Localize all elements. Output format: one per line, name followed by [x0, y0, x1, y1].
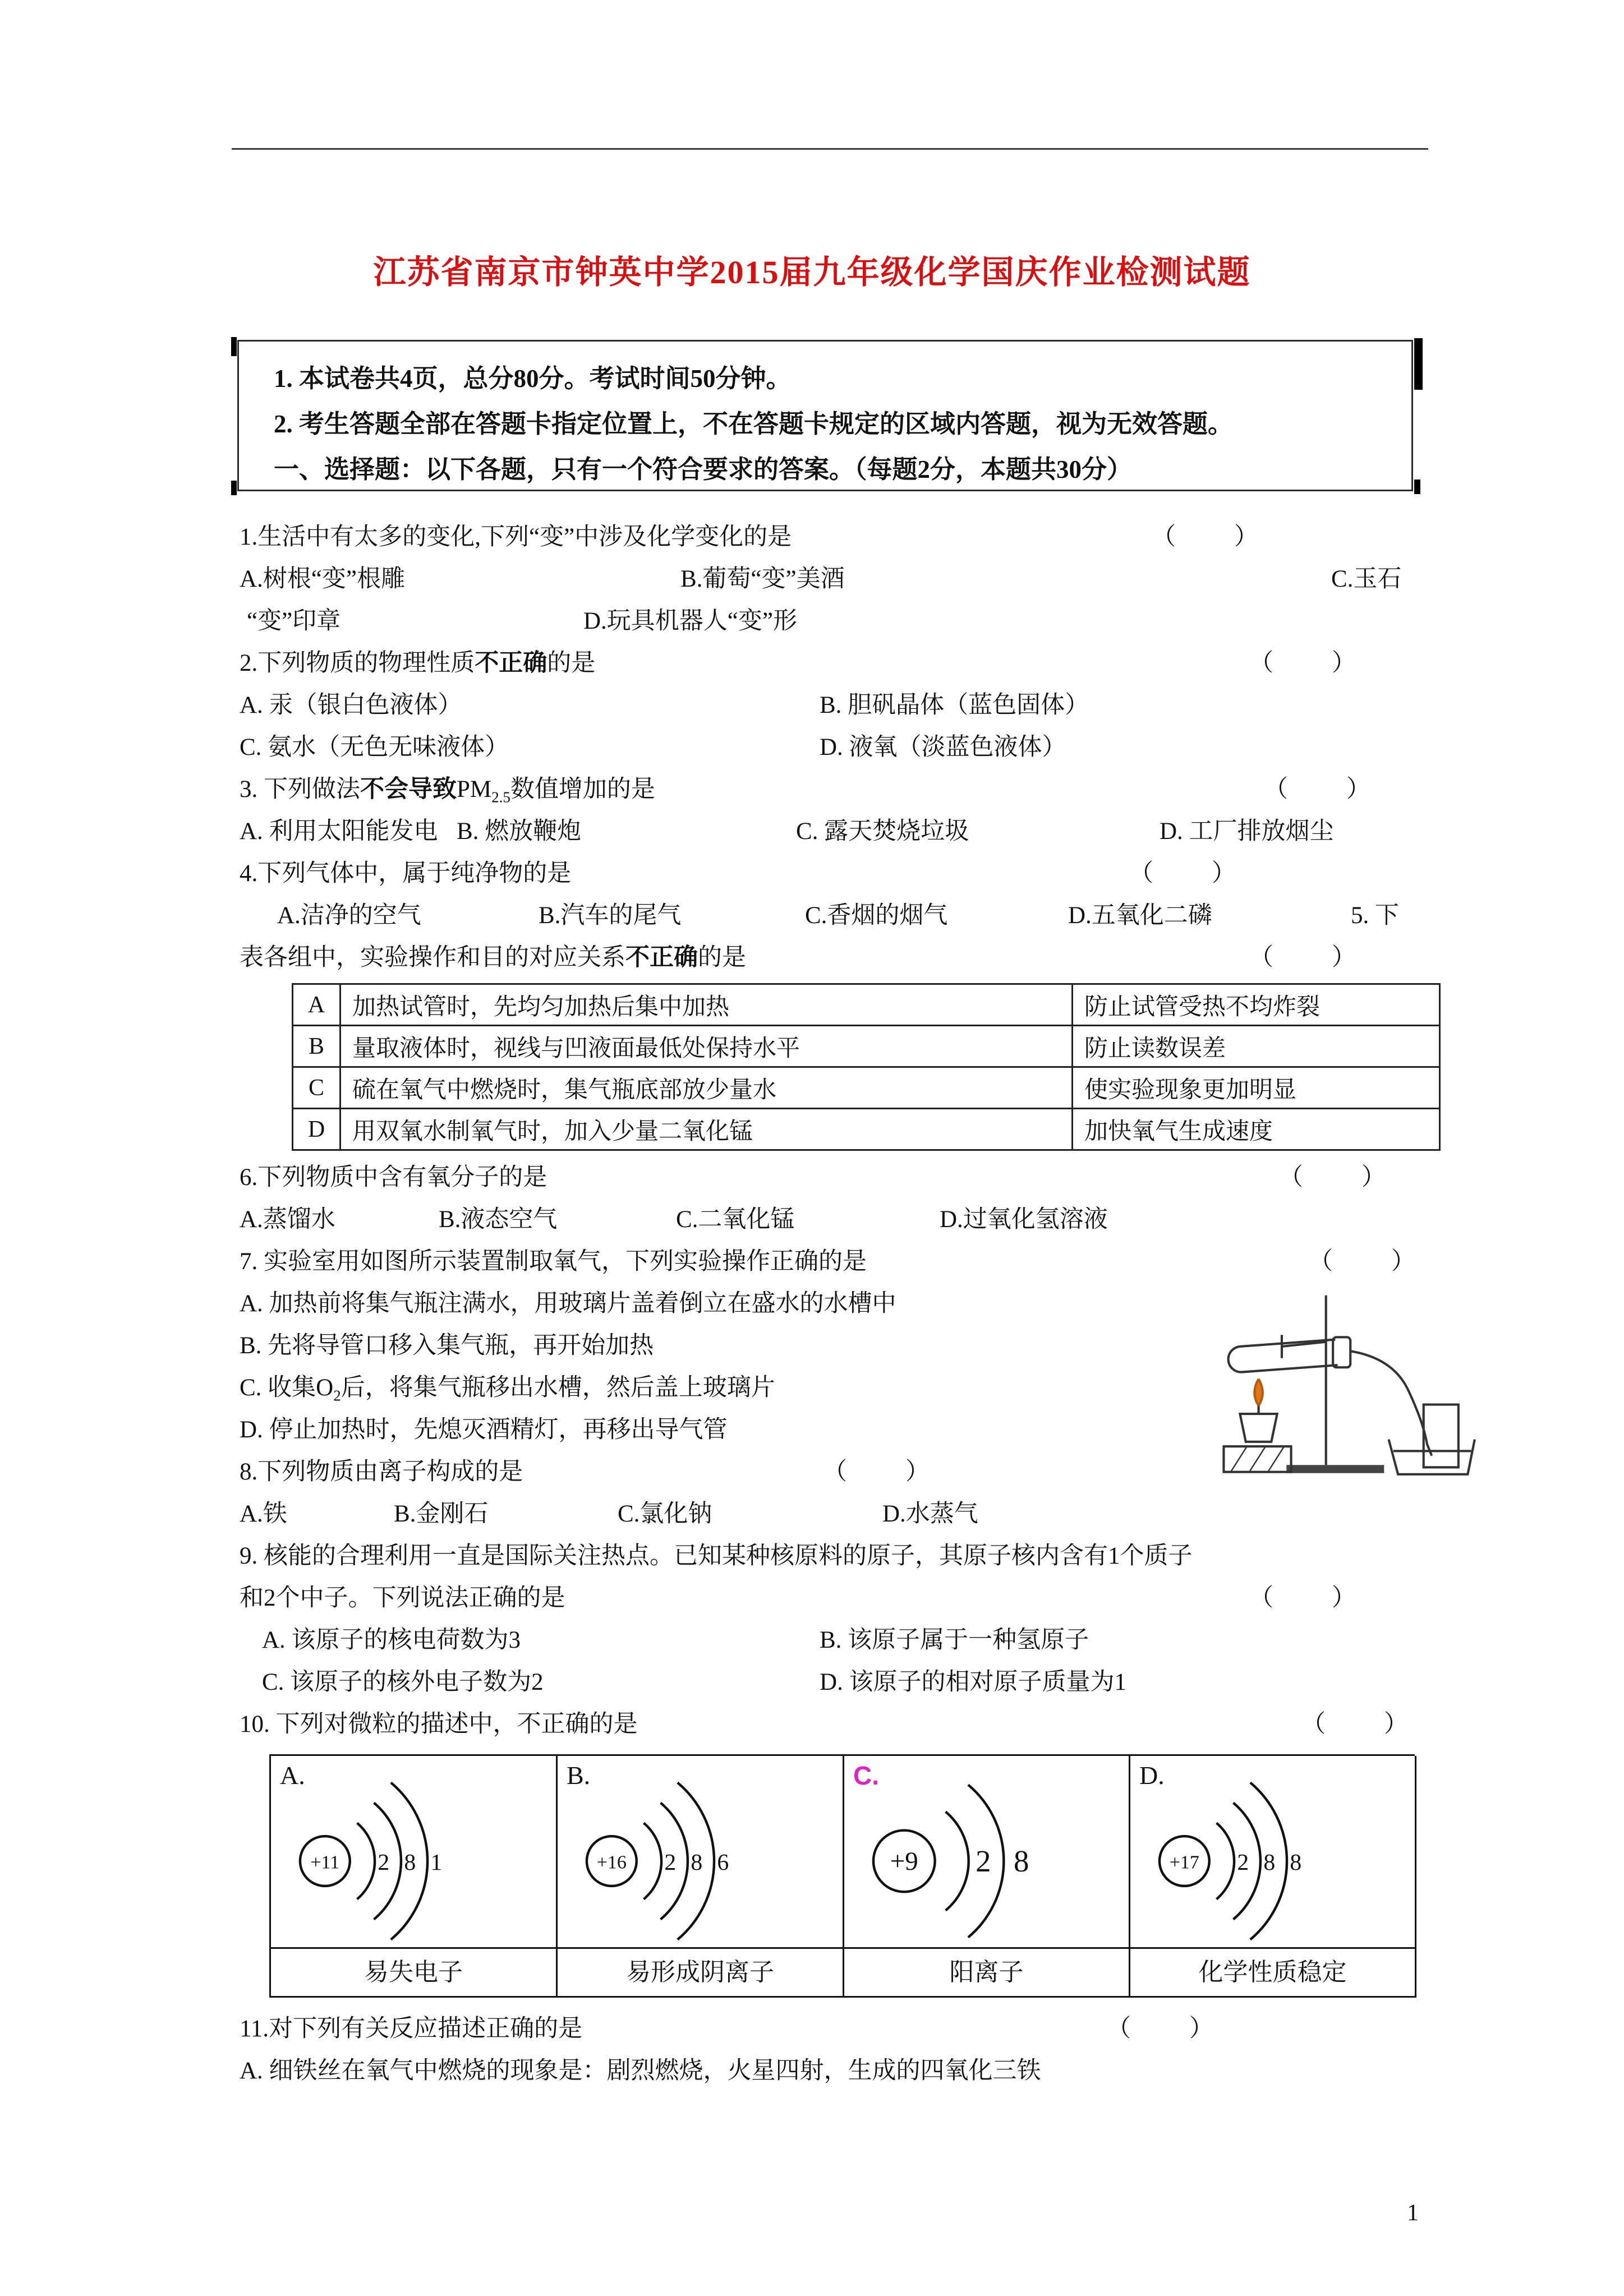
- shell-count: 2: [664, 1850, 677, 1876]
- q2-answer-bracket: （ ）: [1249, 650, 1359, 676]
- electron-shell-arc: [1217, 1823, 1235, 1899]
- q6-options-row: [240, 1198, 1479, 1241]
- q10-stem-text: 10. 下列对微粒的描述中，不正确的是: [240, 1711, 638, 1737]
- q5-stem-pre: 表各组中，实验操作和目的对应关系: [240, 944, 625, 971]
- shell-count: 8: [404, 1850, 416, 1876]
- panel-c-label: C.: [853, 1761, 879, 1790]
- row-purpose: 使实验现象更加明显: [1073, 1067, 1440, 1109]
- q10-stem: [240, 1703, 1479, 1745]
- shell-count: 2: [976, 1843, 991, 1878]
- scan-mark-top-left: [231, 337, 237, 356]
- q10-panel-d-caption: 化学性质稳定: [1130, 1949, 1416, 1998]
- q1-stem: [240, 516, 1479, 558]
- q2-options-row-1: [240, 684, 1479, 726]
- electron-shell-arc: [946, 1812, 969, 1911]
- q2-option-b: B. 胆矾晶体（蓝色固体）: [820, 692, 1089, 718]
- q8-option-c: C.氯化钠: [618, 1501, 712, 1527]
- q9-options-row-1: [240, 1619, 1479, 1661]
- shell-count: 8: [1263, 1850, 1276, 1876]
- q3-option-b: B. 燃放鞭炮: [457, 818, 582, 845]
- q6-option-c: C.二氧化锰: [676, 1206, 795, 1233]
- notice-line-3: 一、选择题：以下各题，只有一个符合要求的答案。（每题2分，本题共30分）: [274, 455, 1133, 483]
- q11-stem: [240, 2008, 1479, 2050]
- q8-options-row: [240, 1493, 1479, 1535]
- q10-panel-a: [271, 1756, 558, 1949]
- q3-stem-pre: 3. 下列做法: [240, 776, 360, 803]
- q3-stem-formula: PM: [457, 776, 492, 803]
- q9-stem-line-2: [240, 1577, 1479, 1619]
- notice-box: [237, 340, 1413, 491]
- q2-option-d: D. 液氧（淡蓝色液体）: [820, 734, 1066, 760]
- panel-a-label: A.: [280, 1761, 305, 1790]
- q4-option-c: C.香烟的烟气: [805, 902, 948, 929]
- q10-panel-b-caption: 易形成阴离子: [558, 1949, 844, 1998]
- q5-stem-post: 的是: [698, 944, 746, 971]
- row-operation: 加热试管时，先均匀加热后集中加热: [341, 984, 1073, 1026]
- questions-area: [240, 516, 1479, 2092]
- row-key: D: [293, 1109, 341, 1150]
- scan-mark-bottom-right: [1414, 480, 1420, 494]
- q5-answer-bracket: （ ）: [1249, 944, 1359, 971]
- q10-panel-c-caption: 阳离子: [844, 1949, 1130, 1998]
- q1-stem-text: 1.生活中有太多的变化,下列“变”中涉及化学变化的是: [240, 524, 792, 550]
- q9-options-row-2: [240, 1661, 1479, 1703]
- delivery-tube: [1350, 1351, 1432, 1455]
- q4-option-d: D.五氧化二磷: [1068, 902, 1212, 929]
- q7-option-c-pre: C. 收集O: [240, 1375, 334, 1401]
- row-key: C: [293, 1067, 341, 1109]
- q3-stem-bold: 不会导致: [360, 776, 457, 803]
- stopper: [1333, 1337, 1350, 1367]
- q3-stem: [240, 768, 1479, 810]
- q5-stem-lead: 5. 下: [1351, 902, 1399, 929]
- q10-panel-b: [558, 1756, 844, 1949]
- q2-stem-post: 的是: [547, 650, 596, 676]
- notice-line-1: 1. 本试卷共4页，总分80分。考试时间50分钟。: [274, 365, 792, 393]
- q10-atomic-structure-figure: [269, 1754, 1415, 1998]
- flame-icon: [1254, 1379, 1263, 1406]
- row-purpose: 防止试管受热不均炸裂: [1073, 984, 1440, 1026]
- q7-option-b: B. 先将导管口移入集气瓶，再开始加热: [240, 1333, 654, 1359]
- shell-count: 8: [1290, 1850, 1302, 1876]
- q3-option-d: D. 工厂排放烟尘: [1160, 818, 1334, 845]
- row-operation: 用双氧水制氧气时，加入少量二氧化锰: [341, 1109, 1073, 1150]
- nucleus-charge: +11: [310, 1852, 340, 1873]
- scan-mark-bottom-left: [231, 481, 237, 495]
- q4-stem: [240, 852, 1479, 895]
- q1-option-d: D.玩具机器人“变”形: [583, 608, 797, 634]
- notice-line-2: 2. 考生答题全部在答题卡指定位置上，不在答题卡规定的区域内答题，视为无效答题。: [274, 410, 1234, 438]
- page-title: 江苏省南京市钟英中学2015届九年级化学国庆作业检测试题: [373, 254, 1251, 291]
- q9-stem-text-1: 9. 核能的合理利用一直是国际关注热点。已知某种核原料的原子，其原子核内含有1个质子: [240, 1543, 1193, 1569]
- q8-stem-text: 8.下列物质由离子构成的是: [240, 1459, 523, 1485]
- q9-option-c: C. 该原子的核外电子数为2: [262, 1669, 544, 1695]
- atom-diagram-b: [568, 1776, 831, 1946]
- q3-answer-bracket: （ ）: [1264, 776, 1374, 803]
- q4-stem-text: 4.下列气体中，属于纯净物的是: [240, 860, 572, 887]
- q3-option-c: C. 露天焚烧垃圾: [796, 818, 969, 845]
- q11-answer-bracket: （ ）: [1107, 2016, 1217, 2042]
- q7-stem-text: 7. 实验室用如图所示装置制取氧气，下列实验操作正确的是: [240, 1248, 867, 1275]
- row-purpose: 防止读数误差: [1073, 1026, 1440, 1067]
- q8-option-a: A.铁: [240, 1501, 287, 1527]
- atom-diagram-d: [1140, 1776, 1404, 1946]
- q2-option-c: C. 氨水（无色无味液体）: [240, 734, 509, 760]
- q2-options-row-2: [240, 726, 1479, 768]
- q4-option-a: A.洁净的空气: [277, 902, 421, 929]
- row-purpose: 加快氧气生成速度: [1073, 1109, 1440, 1150]
- q2-option-a: A. 汞（银白色液体）: [240, 692, 462, 718]
- panel-b-label: B.: [567, 1761, 591, 1790]
- q9-option-b: B. 该原子属于一种氢原子: [820, 1627, 1089, 1653]
- q6-option-d: D.过氧化氢溶液: [940, 1206, 1108, 1233]
- scan-mark-top-right: [1414, 338, 1423, 390]
- q1-option-a: A.树根“变”根雕: [240, 566, 405, 592]
- shell-count: 2: [1237, 1850, 1249, 1876]
- atom-diagram-c: [854, 1776, 1118, 1946]
- q3-formula-subscript: 2.5: [491, 789, 510, 806]
- row-operation: 硫在氧气中燃烧时，集气瓶底部放少量水: [341, 1067, 1073, 1109]
- row-key: B: [293, 1026, 341, 1067]
- q9-option-a: A. 该原子的核电荷数为3: [262, 1627, 521, 1653]
- q8-option-d: D.水蒸气: [882, 1501, 978, 1527]
- q10-panel-d: [1130, 1756, 1416, 1949]
- q8-answer-bracket: （ ）: [823, 1459, 933, 1485]
- q1-options-row-2: [240, 600, 1479, 642]
- q1-option-c: C.玉石: [1331, 566, 1402, 592]
- q11-stem-text: 11.对下列有关反应描述正确的是: [240, 2016, 583, 2042]
- q7-option-c-post: 后，将集气瓶移出水槽，然后盖上玻璃片: [341, 1375, 775, 1401]
- q2-stem-pre: 2.下列物质的物理性质: [240, 650, 475, 676]
- shell-count: 8: [691, 1850, 703, 1876]
- q4-option-b: B.汽车的尾气: [539, 902, 682, 929]
- atom-diagram-a: [281, 1776, 545, 1946]
- q3-stem-post: 数值增加的是: [510, 776, 655, 803]
- q6-option-a: A.蒸馏水: [240, 1206, 335, 1233]
- q7-answer-bracket: （ ）: [1309, 1248, 1419, 1275]
- table-row: [293, 1026, 1440, 1067]
- q11-option-a: A. 细铁丝在氧气中燃烧的现象是：剧烈燃烧，火星四射，生成的四氧化三铁: [240, 2058, 1041, 2084]
- nucleus-charge: +9: [890, 1847, 918, 1877]
- q2-stem: [240, 642, 1479, 684]
- shell-count: 8: [1013, 1843, 1029, 1878]
- table-row: [293, 1067, 1440, 1109]
- row-key: A: [293, 984, 341, 1026]
- q6-answer-bracket: （ ）: [1279, 1164, 1389, 1191]
- q8-option-b: B.金刚石: [394, 1501, 489, 1527]
- q9-stem-text-2: 和2个中子。下列说法正确的是: [240, 1585, 565, 1611]
- q3-options-row: [240, 810, 1479, 852]
- q9-stem-line-1: [240, 1535, 1479, 1577]
- test-tube: [1229, 1337, 1351, 1372]
- nucleus-charge: +16: [596, 1852, 627, 1873]
- q1-option-b: B.葡萄“变”美酒: [680, 566, 845, 592]
- q10-panel-c: [844, 1756, 1130, 1949]
- q11-option-a-row: [240, 2050, 1479, 2092]
- q6-stem-text: 6.下列物质中含有氧分子的是: [240, 1164, 548, 1191]
- q2-stem-bold: 不正确: [475, 650, 548, 676]
- q9-answer-bracket: （ ）: [1249, 1585, 1359, 1611]
- q4-options-row: [240, 895, 1479, 937]
- q4-answer-bracket: （ ）: [1129, 860, 1239, 887]
- q8-stem: [240, 1451, 1479, 1493]
- electron-shell-arc: [357, 1823, 375, 1899]
- q5-operations-table: [292, 983, 1441, 1151]
- top-rule: [232, 148, 1428, 150]
- q7-option-d: D. 停止加热时，先熄灭酒精灯，再移出导气管: [240, 1417, 728, 1443]
- q7-block: [240, 1241, 1479, 1451]
- page-number: 1: [1407, 2200, 1419, 2226]
- shell-count: 1: [430, 1850, 443, 1876]
- table-row: [293, 1109, 1440, 1150]
- shell-count: 6: [717, 1850, 729, 1876]
- table-row: [293, 984, 1440, 1026]
- q7-option-c-subscript: 2: [333, 1387, 341, 1404]
- q1-options-row-1: [240, 558, 1479, 600]
- nucleus-charge: +17: [1169, 1852, 1199, 1873]
- q10-panel-a-caption: 易失电子: [271, 1949, 558, 1998]
- q1-answer-bracket: （ ）: [1152, 524, 1262, 550]
- lamp-body: [1240, 1414, 1277, 1442]
- q3-option-a: A. 利用太阳能发电: [240, 818, 438, 845]
- q7-option-a: A. 加热前将集气瓶注满水，用玻璃片盖着倒立在盛水的水槽中: [240, 1290, 896, 1317]
- q5-stem-bold: 不正确: [625, 944, 698, 971]
- q6-option-b: B.液态空气: [439, 1206, 558, 1233]
- electron-shell-arc: [644, 1823, 662, 1899]
- q5-stem-continuation: [240, 937, 1479, 979]
- q10-answer-bracket: （ ）: [1301, 1711, 1411, 1737]
- q6-stem: [240, 1156, 1479, 1198]
- panel-d-label: D.: [1139, 1761, 1165, 1790]
- row-operation: 量取液体时，视线与凹液面最低处保持水平: [341, 1026, 1073, 1067]
- shell-count: 2: [378, 1850, 390, 1876]
- q1-option-c-cont: “变”印章: [247, 608, 341, 634]
- q9-option-d: D. 该原子的相对原子质量为1: [820, 1669, 1127, 1695]
- alcohol-lamp: [1240, 1379, 1277, 1442]
